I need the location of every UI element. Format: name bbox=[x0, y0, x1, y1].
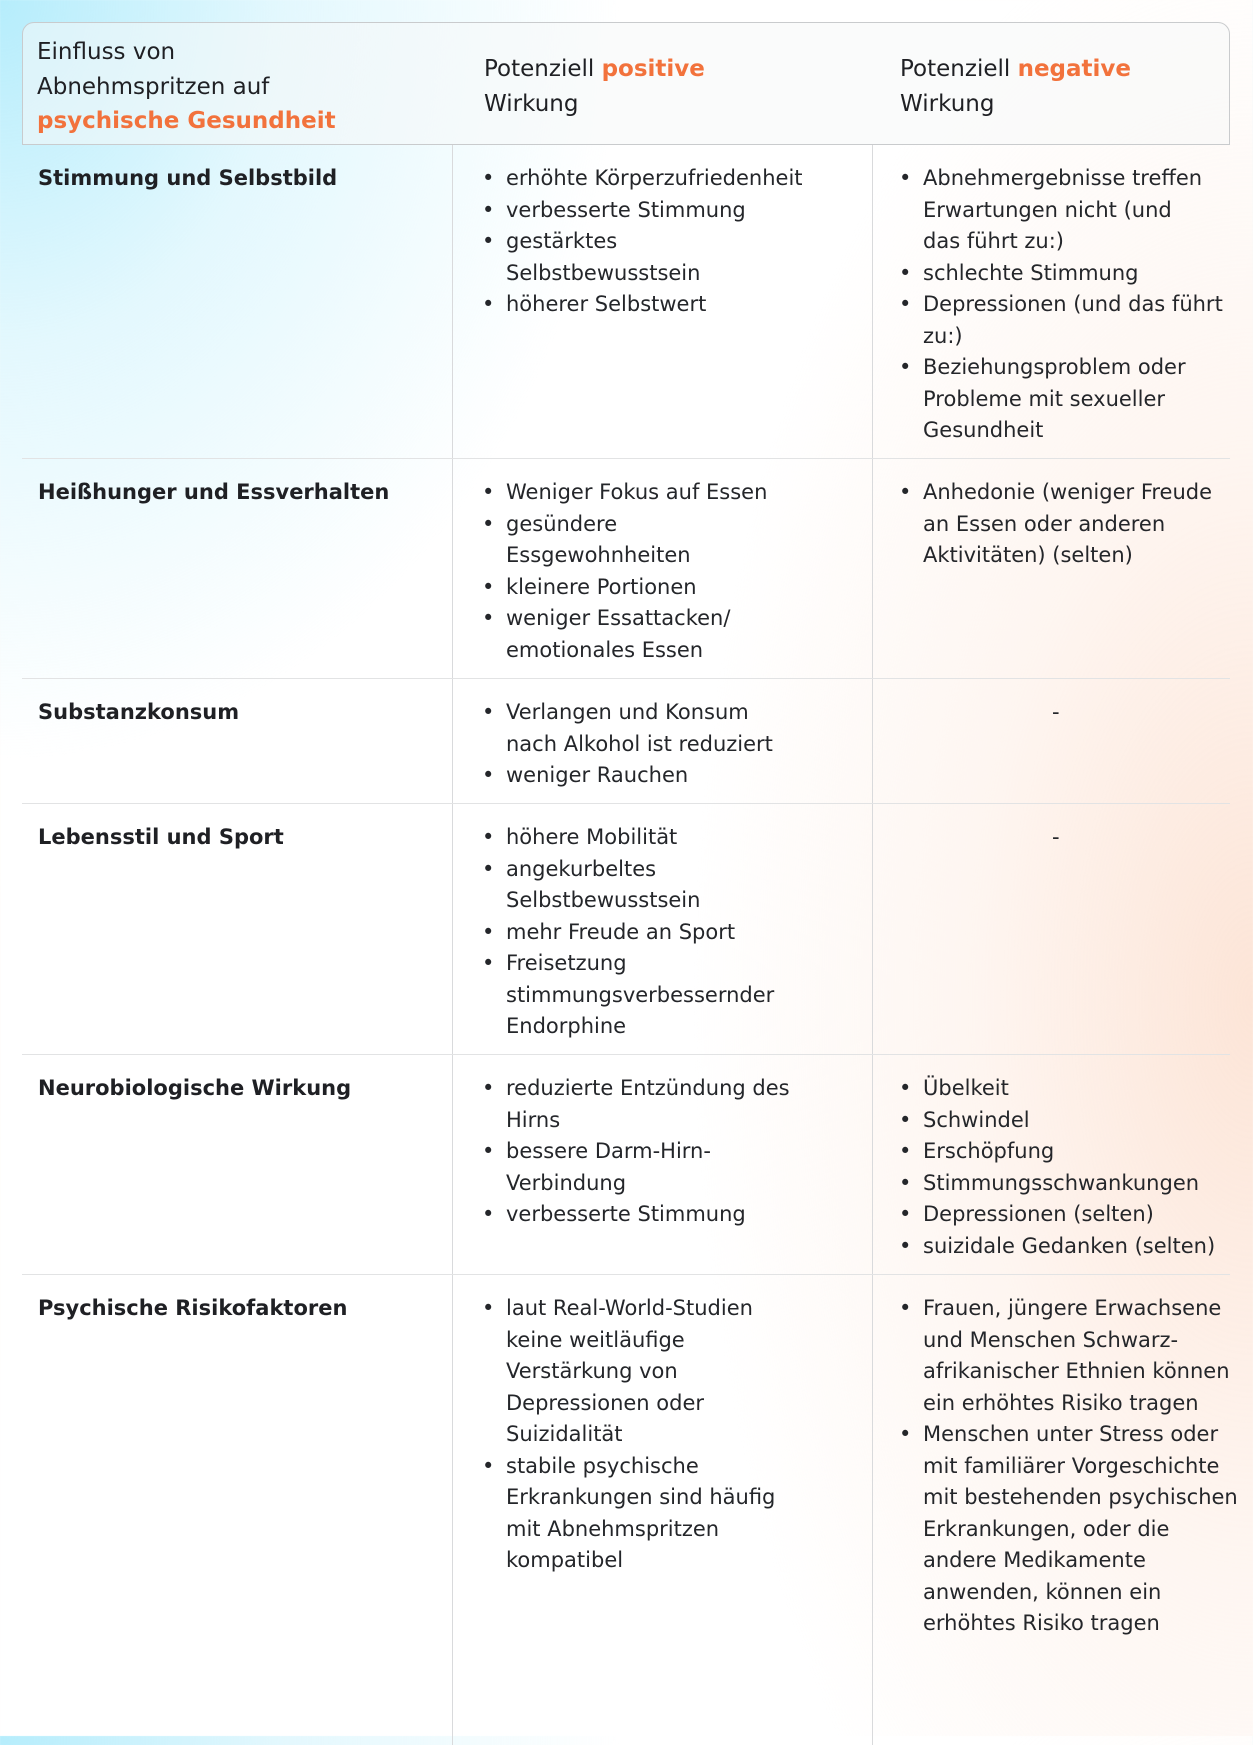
list-item: • stabile psychische Erkrankungen sind häufig mit Abnehmspritzen kompatibel bbox=[482, 1451, 796, 1577]
row-label: Lebensstil und Sport bbox=[38, 825, 284, 849]
list-item: • Weniger Fokus auf Essen bbox=[482, 477, 862, 509]
column-divider bbox=[452, 459, 453, 678]
row-label: Stimmung und Selbstbild bbox=[38, 166, 338, 190]
list-item: • höherer Selbstwert bbox=[482, 289, 862, 321]
list-item: • Abnehmergebnisse treffen Erwartungen nicht (und das führt zu:) bbox=[899, 163, 1213, 258]
list-item: • verbesserte Stimmung bbox=[482, 1199, 862, 1231]
table-header bbox=[22, 22, 1230, 145]
negative-list bbox=[899, 1073, 1239, 1262]
list-item: • laut Real-World-Studien keine weitläufige Verstärkung von Depressionen oder Suizidalität bbox=[482, 1293, 781, 1451]
list-item: • erhöhte Körperzufriedenheit bbox=[482, 163, 862, 195]
column-divider bbox=[452, 804, 453, 1054]
positive-list bbox=[482, 822, 862, 1043]
table-row bbox=[22, 679, 1230, 804]
list-item: • Beziehungsproblem oder Probleme mit sexueller Gesundheit bbox=[899, 352, 1213, 447]
list-item: • verbesserte Stimmung bbox=[482, 195, 862, 227]
list-item: • gesündere Essgewohnheiten bbox=[482, 509, 706, 572]
column-divider bbox=[872, 1275, 873, 1745]
list-item: • Übelkeit bbox=[899, 1073, 1239, 1105]
table-row bbox=[22, 1055, 1230, 1275]
header-negative-prefix: Potenziell bbox=[900, 56, 1018, 82]
empty-placeholder: - bbox=[1052, 700, 1060, 724]
negative-list bbox=[899, 1293, 1239, 1640]
column-divider bbox=[452, 679, 453, 803]
list-item: • bessere Darm-Hirn-Verbindung bbox=[482, 1136, 736, 1199]
list-item: • gestärktes Selbstbewusstsein bbox=[482, 226, 706, 289]
row-label: Neurobiologische Wirkung bbox=[38, 1076, 352, 1100]
list-item: • Frauen, jüngere Erwachsene und Menschen Schwarz-afrikanischer Ethnien können ein erhöhtes Risiko tragen bbox=[899, 1293, 1248, 1419]
list-item: • Freisetzung stimmungsverbessernder Endorphine bbox=[482, 948, 786, 1043]
positive-list bbox=[482, 1293, 862, 1577]
column-divider bbox=[872, 459, 873, 678]
header-topic-line2: Abnehmspritzen auf bbox=[37, 73, 270, 100]
table-row bbox=[22, 145, 1230, 459]
list-item: • Stimmungsschwankungen bbox=[899, 1168, 1239, 1200]
row-label: Heißhunger und Essverhalten bbox=[38, 480, 390, 504]
column-divider bbox=[872, 679, 873, 803]
header-negative bbox=[900, 52, 1230, 121]
column-divider bbox=[452, 1275, 453, 1745]
list-item: • schlechte Stimmung bbox=[899, 258, 1239, 290]
list-item: • weniger Essattacken/ emotionales Essen bbox=[482, 603, 766, 666]
list-item: • Verlangen und Konsum nach Alkohol ist reduziert bbox=[482, 697, 796, 760]
header-positive-accent: positive bbox=[601, 56, 705, 82]
row-label: Psychische Risikofaktoren bbox=[38, 1296, 348, 1320]
list-item: • mehr Freude an Sport bbox=[482, 917, 862, 949]
header-negative-accent: negative bbox=[1017, 56, 1132, 82]
header-topic bbox=[37, 35, 467, 139]
header-topic-accent: psychische Gesundheit bbox=[37, 108, 336, 134]
list-item: • Anhedonie (weniger Freude an Essen oder anderen Aktivitäten) (selten) bbox=[899, 477, 1243, 572]
column-divider bbox=[872, 804, 873, 1054]
header-positive-prefix: Potenziell bbox=[484, 56, 602, 82]
column-divider bbox=[452, 1055, 453, 1274]
list-item: • kleinere Portionen bbox=[482, 572, 862, 604]
negative-list bbox=[899, 163, 1239, 447]
positive-list bbox=[482, 1073, 862, 1231]
table-row bbox=[22, 1275, 1238, 1745]
empty-placeholder: - bbox=[1052, 825, 1060, 849]
row-label: Substanzkonsum bbox=[38, 700, 240, 724]
list-item: • höhere Mobilität bbox=[482, 822, 862, 854]
positive-list bbox=[482, 163, 862, 321]
list-item: • angekurbeltes Selbstbewusstsein bbox=[482, 854, 726, 917]
header-positive-suffix: Wirkung bbox=[484, 90, 579, 117]
comparison-table bbox=[22, 22, 1238, 1745]
header-topic-line1: Einfluss von bbox=[37, 39, 176, 65]
header-positive bbox=[484, 52, 844, 121]
table-row bbox=[22, 804, 1230, 1055]
table-row bbox=[22, 459, 1230, 679]
column-divider bbox=[452, 145, 453, 458]
list-item: • Depressionen (selten) bbox=[899, 1199, 1239, 1231]
positive-list bbox=[482, 697, 862, 792]
positive-list bbox=[482, 477, 862, 666]
column-divider bbox=[872, 1055, 873, 1274]
list-item: • weniger Rauchen bbox=[482, 760, 862, 792]
list-item: • Depressionen (und das führt zu:) bbox=[899, 289, 1233, 352]
list-item: • suizidale Gedanken (selten) bbox=[899, 1231, 1239, 1263]
negative-list bbox=[899, 477, 1239, 572]
list-item: • Erschöpfung bbox=[899, 1136, 1239, 1168]
list-item: • Menschen unter Stress oder mit familiärer Vorgeschichte mit bestehenden psychischen Erkrankungen, oder die andere Medikamente anwenden, können ein erhöhtes Risiko tragen bbox=[899, 1419, 1248, 1640]
header-negative-suffix: Wirkung bbox=[900, 90, 995, 117]
list-item: • Schwindel bbox=[899, 1105, 1239, 1137]
list-item: • reduzierte Entzündung des Hirns bbox=[482, 1073, 816, 1136]
column-divider bbox=[872, 145, 873, 458]
